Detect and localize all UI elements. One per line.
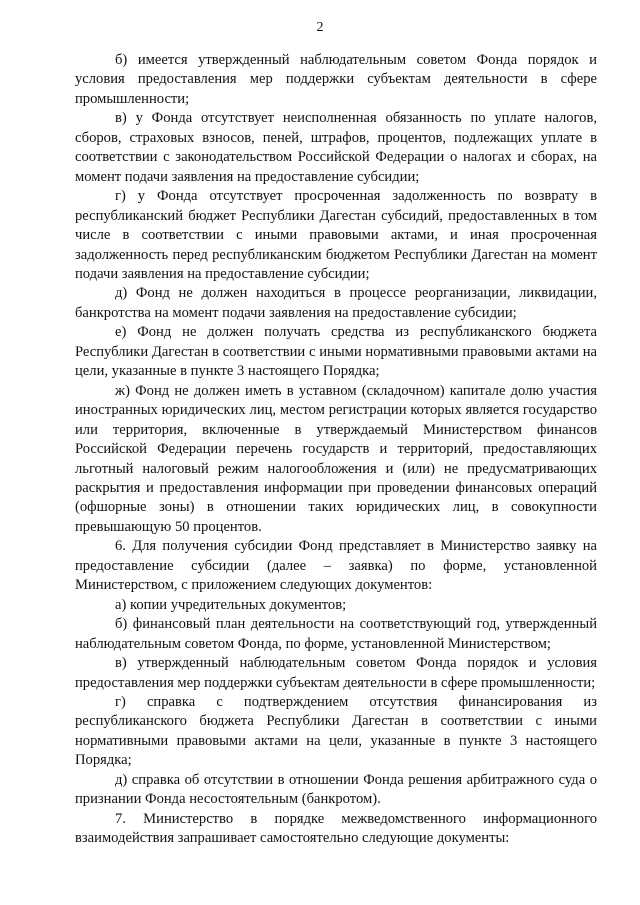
list-item-d: д) справка об отсутствии в отношении Фонда решения арбитражного суда о признании Фонда несостоятельным (банкротом). — [75, 771, 597, 808]
document-body — [75, 51, 597, 849]
list-item-g: г) справка с подтверждением отсутствия финансирования из республиканского бюджета Республики Дагестан в соответствии с иными нормативными правовыми актами на цели, указанные в пункте 3 настоящего Порядка; — [75, 693, 597, 769]
list-item-v: в) утвержденный наблюдательным советом Фонда порядок и условия предоставления мер поддержки субъектам деятельности в сфере промышленности; — [75, 655, 597, 691]
paragraph-e: е) Фонд не должен получать средства из республиканского бюджета Республики Дагестан в соответствии с иными нормативными правовыми актами на цели, указанные в пункте 3 настоящего Порядка; — [75, 324, 597, 380]
paragraph-v: в) у Фонда отсутствует неисполненная обязанность по уплате налогов, сборов, страховых взносов, пеней, штрафов, процентов, подлежащих уплате в соответствии с законодательством Российской Федерации о налогах и сборах, на момент подачи заявления на предоставление субсидии; — [75, 110, 597, 185]
paragraph-g: г) у Фонда отсутствует просроченная задолженность по возврату в республиканский бюджет Республики Дагестан субсидий, предоставленных в том числе в соответствии с иными правовыми актами, и иная просроченная задолженность перед республиканским бюджетом Республики Дагестан на момент подачи заявления на предоставление субсидии; — [75, 188, 597, 282]
paragraph-item-7: 7. Министерство в порядке межведомственного информационного взаимодействия запрашивает самостоятельно следующие документы: — [75, 810, 597, 847]
paragraph-d: д) Фонд не должен находиться в процессе реорганизации, ликвидации, банкротства на момент подачи заявления на предоставление субсидии; — [75, 285, 597, 321]
paragraph-item-6: 6. Для получения субсидии Фонд представляет в Министерство заявку на предоставление субсидии (далее – заявка) по форме, установленной Министерством, с приложением следующих документов: — [75, 538, 597, 594]
list-item-a: а) копии учредительных документов; — [115, 596, 347, 613]
paragraph-b: б) имеется утвержденный наблюдательным советом Фонда порядок и условия предоставления мер поддержки субъектам деятельности в сфере промышленности; — [75, 52, 597, 107]
page-number: 2 — [316, 20, 324, 35]
list-item-b: б) финансовый план деятельности на соответствующий год, утвержденный наблюдательным советом Фонда, по форме, установленной Министерством; — [75, 616, 597, 652]
paragraph-zh: ж) Фонд не должен иметь в уставном (складочном) капитале долю участия иностранных юридических лиц, местом регистрации которых является государство или территория, включенные в утверждаемый Министерством финансов Российской Федерации перечень государств и территорий, предоставляющих льготный налоговый режим налогообложения и (или) не предусматривающих раскрытия и предоставления информации при проведении финансовых операций (офшорные зоны) в отношении таких юридических лиц, в совокупности превышающую 50 процентов. — [75, 382, 597, 535]
